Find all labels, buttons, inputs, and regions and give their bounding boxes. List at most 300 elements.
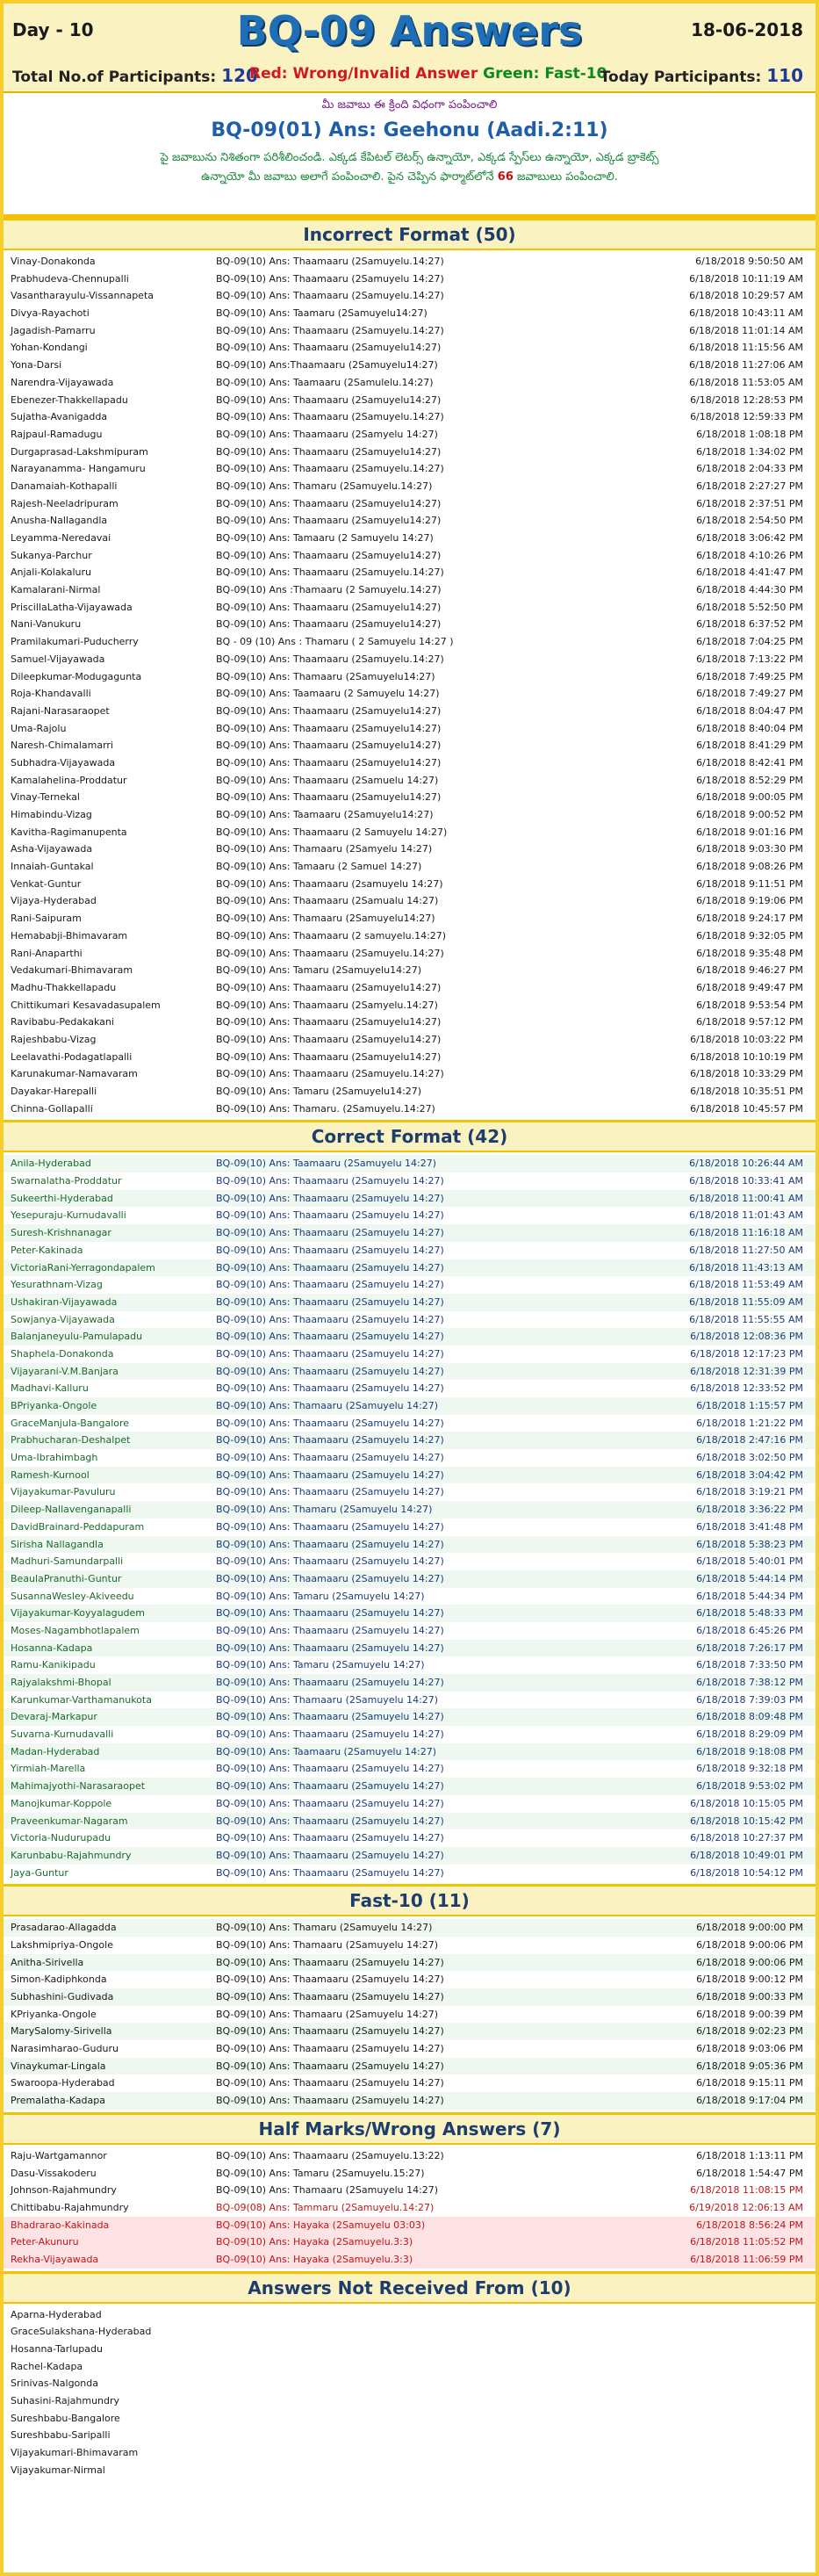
timestamp: 6/18/2018 9:53:54 PM bbox=[696, 999, 803, 1011]
timestamp: 6/18/2018 4:41:47 PM bbox=[696, 566, 803, 579]
participant-name: Vijayakumar-Koyyalagudem bbox=[11, 1607, 146, 1620]
participant-name: Dileep-Nallavenganapalli bbox=[11, 1504, 132, 1516]
timestamp: 6/18/2018 1:21:22 PM bbox=[696, 1417, 803, 1429]
participant-name: Shaphela-Donakonda bbox=[11, 1347, 114, 1360]
answer-text: BQ-09(10) Ans: Thaamaaru (2Samuyelu 14:27) bbox=[216, 1279, 444, 1291]
answer-text: BQ-09(10) Ans: Thamaru (2Samuyelu 14:27) bbox=[216, 1922, 433, 1934]
section-fast10-heading: Fast-10 (11) bbox=[4, 1884, 815, 1916]
participant-name: Naresh-Chimalamarri bbox=[11, 740, 114, 752]
participant-name: Divya-Rayachoti bbox=[11, 307, 90, 320]
answer-text: BQ-09(10) Ans: Thamaru (2Samuyelu.14:27) bbox=[216, 480, 433, 492]
table-row bbox=[4, 1971, 815, 1988]
total-participants-label: Total No.of Participants: bbox=[12, 69, 217, 86]
answer-text: BQ-09(10) Ans: Thaamaaru (2Samuyelu.14:27) bbox=[216, 324, 444, 336]
table-row bbox=[4, 1173, 815, 1190]
participant-name: Sureshbabu-Bangalore bbox=[11, 2412, 120, 2424]
list-item bbox=[4, 2358, 815, 2376]
total-participants-count: 120 bbox=[221, 65, 258, 86]
answer-text: BQ-09(10) Ans: Thaamaaru (2Samuyelu.14:27) bbox=[216, 1068, 444, 1080]
table-row bbox=[4, 581, 815, 599]
participant-name: Vijayakumar-Nirmal bbox=[11, 2464, 105, 2476]
participant-name: Himabindu-Vizag bbox=[11, 809, 92, 820]
answer-text: BQ-09(10) Ans: Thaamaaru (2 samuyelu.14:27) bbox=[216, 929, 447, 942]
table-row bbox=[4, 1449, 815, 1467]
table-row bbox=[4, 2092, 815, 2110]
participant-name: KPriyanka-Ongole bbox=[11, 2008, 97, 2020]
table-row bbox=[4, 1483, 815, 1501]
participant-name: Madan-Hyderabad bbox=[11, 1745, 100, 1757]
answer-text: BQ-09(10) Ans: Thaamaaru (2Samuyelu 14:27) bbox=[216, 1382, 444, 1395]
table-row bbox=[4, 806, 815, 824]
participant-name: Victoria-Nudurupadu bbox=[11, 1832, 111, 1844]
table-row bbox=[4, 1380, 815, 1397]
answer-text: BQ-09(08) Ans: Tammaru (2Samuyelu.14:27) bbox=[216, 2201, 435, 2213]
participant-name: Anila-Hyderabad bbox=[11, 1158, 91, 1170]
timestamp: 6/18/2018 7:33:50 PM bbox=[696, 1659, 803, 1671]
participant-name: Yirmiah-Marella bbox=[11, 1763, 86, 1775]
table-row bbox=[4, 616, 815, 633]
participant-name: MarySalomy-Sirivella bbox=[11, 2025, 112, 2038]
participant-name: Hemababji-Bhimavaram bbox=[11, 929, 128, 942]
answer-text: BQ-09(10) Ans: Thaamaaru (2Samuyelu14:27) bbox=[216, 342, 442, 354]
page-frame bbox=[4, 4, 815, 2572]
timestamp: 6/18/2018 9:19:06 PM bbox=[696, 895, 803, 907]
participant-name: Narendra-Vijayawada bbox=[11, 376, 114, 388]
table-row bbox=[4, 547, 815, 565]
table-row bbox=[4, 1829, 815, 1847]
table-row bbox=[4, 1605, 815, 1622]
table-row bbox=[4, 1346, 815, 1363]
table-row bbox=[4, 530, 815, 547]
timestamp: 6/18/2018 7:38:12 PM bbox=[696, 1677, 803, 1688]
answer-text: BQ-09(10) Ans: Thamaaru (2Samuyelu 14:27) bbox=[216, 1400, 439, 1411]
table-row bbox=[4, 1467, 815, 1484]
participant-name: Sureshbabu-Saripalli bbox=[11, 2429, 111, 2442]
answer-text: BQ-09(10) Ans: Thaamaaru (2Samuyelu 14:27) bbox=[216, 1538, 444, 1550]
table-row bbox=[4, 1083, 815, 1100]
timestamp: 6/18/2018 9:00:05 PM bbox=[696, 791, 803, 804]
answer-text: BQ-09(10) Ans: Thaamaaru (2Samuyelu 14:27) bbox=[216, 1956, 444, 1968]
table-row bbox=[4, 1259, 815, 1277]
answer-text: BQ-09(10) Ans: Thaamaaru (2Samuyelu14:27) bbox=[216, 981, 442, 993]
timestamp: 6/18/2018 10:10:19 PM bbox=[690, 1050, 803, 1063]
timestamp: 6/18/2018 9:17:04 PM bbox=[696, 2095, 803, 2107]
table-row bbox=[4, 789, 815, 806]
participant-name: Sirisha Nallagandla bbox=[11, 1538, 104, 1550]
table-row bbox=[4, 1294, 815, 1311]
participant-name: GraceSulakshana-Hyderabad bbox=[11, 2326, 152, 2338]
participant-name: Kamalahelina-Proddatur bbox=[11, 774, 127, 786]
table-row bbox=[4, 444, 815, 461]
answer-text: BQ-09(10) Ans: Thaamaaru (2Samuyelu 14:27) bbox=[216, 1313, 444, 1325]
participant-name: Rajani-Narasaraopet bbox=[11, 704, 110, 717]
participant-name: Johnson-Rajahmundry bbox=[11, 2184, 117, 2197]
answer-text: BQ-09(10) Ans:Thaamaaru (2Samuyelu14:27) bbox=[216, 359, 438, 372]
table-row bbox=[4, 1190, 815, 1208]
answer-text: BQ-09(10) Ans: Thaamaaru (2Samuyelu 14:27) bbox=[216, 272, 444, 285]
table-row bbox=[4, 720, 815, 738]
timestamp: 6/18/2018 10:26:44 AM bbox=[689, 1158, 803, 1170]
table-row bbox=[4, 858, 815, 876]
timestamp: 6/18/2018 7:49:27 PM bbox=[696, 688, 803, 700]
answer-text: BQ-09(10) Ans: Thaamaaru (2Samuyelu 14:27) bbox=[216, 1434, 444, 1447]
participant-name: Rajpaul-Ramadugu bbox=[11, 428, 103, 440]
participant-name: Danamaiah-Kothapalli bbox=[11, 480, 118, 492]
timestamp: 6/18/2018 9:00:39 PM bbox=[696, 2008, 803, 2020]
timestamp: 6/18/2018 9:03:30 PM bbox=[696, 843, 803, 855]
answer-format: BQ-09(01) Ans: Geehonu (Aadi.2:11) bbox=[211, 119, 608, 141]
participant-name: Prabhucharan-Deshalpet bbox=[11, 1434, 131, 1447]
participant-name: GraceManjula-Bangalore bbox=[11, 1417, 130, 1429]
answer-text: BQ-09(10) Ans: Tamaru (2Samuyelu.15:27) bbox=[216, 2167, 425, 2179]
table-row bbox=[4, 2199, 815, 2217]
table-row bbox=[4, 357, 815, 374]
timestamp: 6/18/2018 5:44:14 PM bbox=[696, 1572, 803, 1584]
table-row bbox=[4, 703, 815, 720]
answer-text: BQ-09(10) Ans: Thaamaaru (2Samualu 14:27) bbox=[216, 895, 439, 907]
participant-name: Chinna-Gollapalli bbox=[11, 1102, 93, 1115]
table-row bbox=[4, 2217, 815, 2234]
list-item bbox=[4, 2323, 815, 2341]
table-row bbox=[4, 1692, 815, 1709]
timestamp: 6/18/2018 9:11:51 PM bbox=[696, 877, 803, 890]
timestamp: 6/18/2018 11:43:13 AM bbox=[689, 1261, 803, 1274]
timestamp: 6/18/2018 9:24:17 PM bbox=[696, 913, 803, 925]
participant-name: Dayakar-Harepalli bbox=[11, 1086, 97, 1097]
participant-name: SusannaWesley-Akiveedu bbox=[11, 1590, 134, 1602]
answer-text: BQ-09(10) Ans: Thaamaaru (2Samuyelu 14:27) bbox=[216, 1763, 444, 1775]
answer-text: BQ-09(10) Ans: Thaamaaru (2Samyelu 14:27) bbox=[216, 428, 438, 440]
timestamp: 6/18/2018 10:15:42 PM bbox=[690, 1815, 803, 1827]
answer-text: BQ-09(10) Ans: Thaamaaru (2Samuyelu 14:27) bbox=[216, 1624, 444, 1636]
timestamp: 6/18/2018 8:04:47 PM bbox=[696, 704, 803, 717]
participant-name: Swaroopa-Hyderabad bbox=[11, 2077, 115, 2089]
table-row bbox=[4, 1553, 815, 1570]
timestamp: 6/18/2018 8:56:24 PM bbox=[696, 2219, 803, 2231]
day-label: Day - 10 bbox=[12, 19, 94, 40]
answer-text: BQ-09(10) Ans: Thaamaaru (2Samuyelu 14:27) bbox=[216, 1227, 444, 1239]
participant-name: Yona-Darsi bbox=[11, 359, 62, 372]
participant-name: Madhavi-Kalluru bbox=[11, 1382, 89, 1395]
timestamp: 6/18/2018 3:19:21 PM bbox=[696, 1486, 803, 1498]
table-row bbox=[4, 1328, 815, 1346]
timestamp: 6/18/2018 2:47:16 PM bbox=[696, 1434, 803, 1447]
timestamp: 6/18/2018 1:54:47 PM bbox=[696, 2167, 803, 2179]
table-row bbox=[4, 1726, 815, 1743]
timestamp: 6/18/2018 9:46:27 PM bbox=[696, 964, 803, 977]
timestamp: 6/18/2018 11:15:56 AM bbox=[689, 342, 803, 354]
participant-name: Uma-Rajolu bbox=[11, 722, 67, 734]
timestamp: 6/18/2018 8:09:48 PM bbox=[696, 1711, 803, 1723]
table-row bbox=[4, 1795, 815, 1813]
answer-text: BQ-09(10) Ans: Thaamaaru (2Samuyelu14:27) bbox=[216, 1033, 442, 1045]
answer-text: BQ-09(10) Ans: Thaamaaru (2Samuyelu14:27) bbox=[216, 791, 442, 804]
instruction-line-2b: జవాబులు పంపించాలి. bbox=[517, 170, 618, 184]
participant-name: Mahimajyothi-Narasaraopet bbox=[11, 1780, 146, 1793]
timestamp: 6/18/2018 11:08:15 PM bbox=[690, 2184, 803, 2197]
section-incorrect-heading: Incorrect Format (50) bbox=[4, 218, 815, 250]
timestamp: 6/18/2018 3:02:50 PM bbox=[696, 1452, 803, 1464]
participant-name: Yohan-Kondangi bbox=[11, 342, 88, 354]
timestamp: 6/18/2018 8:29:09 PM bbox=[696, 1728, 803, 1741]
table-row bbox=[4, 1432, 815, 1449]
table-row bbox=[4, 668, 815, 686]
timestamp: 6/18/2018 9:32:05 PM bbox=[696, 929, 803, 942]
table-row bbox=[4, 1743, 815, 1761]
participant-name: Uma-Ibrahimbagh bbox=[11, 1452, 98, 1464]
participant-name: Lakshmipriya-Ongole bbox=[11, 1938, 113, 1951]
answer-text: BQ-09(10) Ans: Thaamaaru (2Samuyelu 14:27) bbox=[216, 1365, 444, 1377]
timestamp: 6/18/2018 9:05:36 PM bbox=[696, 2060, 803, 2072]
table-row bbox=[4, 2165, 815, 2183]
not-received-list bbox=[4, 2304, 815, 2482]
answer-text: BQ-09(10) Ans: Thaamaaru (2Samuyelu 14:27) bbox=[216, 2095, 444, 2107]
answer-text: BQ-09(10) Ans: Thamaaru (2Samuyelu14:27) bbox=[216, 670, 435, 682]
participant-name: Hosanna-Kadapa bbox=[11, 1642, 93, 1654]
question-box bbox=[4, 93, 815, 218]
table-row bbox=[4, 945, 815, 963]
participant-name: Peter-Akunuru bbox=[11, 2236, 79, 2248]
answer-text: BQ-09(10) Ans: Thaamaaru (2Samuyelu 14:27) bbox=[216, 1331, 444, 1343]
answer-text: BQ-09(10) Ans: Thaamaaru (2Samuyelu.14:27) bbox=[216, 290, 444, 302]
answer-text: BQ-09(10) Ans: Thaamaaru (2Samuyelu 14:27) bbox=[216, 1486, 444, 1498]
answer-text: BQ-09(10) Ans: Taamaaru (2Samulelu.14:27) bbox=[216, 376, 434, 388]
answer-format-intro: మీ జవాబు ఈ క్రింది విధంగా పంపించాలి bbox=[321, 98, 498, 112]
participant-name: Anitha-Sirivella bbox=[11, 1956, 84, 1968]
answer-text: BQ-09(10) Ans: Taamaaru (2 Samuyelu 14:27) bbox=[216, 688, 440, 700]
timestamp: 6/18/2018 9:18:08 PM bbox=[696, 1745, 803, 1757]
table-row bbox=[4, 633, 815, 651]
table-row bbox=[4, 1242, 815, 1259]
participant-name: BPriyanka-Ongole bbox=[11, 1400, 97, 1411]
timestamp: 6/18/2018 5:52:50 PM bbox=[696, 601, 803, 613]
table-row bbox=[4, 2182, 815, 2199]
timestamp: 6/18/2018 12:17:23 PM bbox=[690, 1347, 803, 1360]
table-row bbox=[4, 1155, 815, 1173]
legend-red: Red: Wrong/Invalid Answer bbox=[249, 65, 478, 83]
table-row bbox=[4, 1276, 815, 1294]
table-row bbox=[4, 339, 815, 357]
table-row bbox=[4, 287, 815, 305]
timestamp: 6/18/2018 11:16:18 AM bbox=[689, 1227, 803, 1239]
participant-name: Nani-Vanukuru bbox=[11, 618, 82, 631]
table-row bbox=[4, 841, 815, 858]
page-header bbox=[4, 4, 815, 93]
timestamp: 6/18/2018 11:27:06 AM bbox=[689, 359, 803, 372]
table-row bbox=[4, 910, 815, 927]
answer-text: BQ-09(10) Ans: Taamaru (2Samuyelu14:27) bbox=[216, 307, 427, 320]
answer-text: BQ-09(10) Ans: Thaamaaru (2Samuyelu 14:27) bbox=[216, 1209, 444, 1222]
participant-name: Samuel-Vijayawada bbox=[11, 653, 105, 665]
answer-text: BQ-09(10) Ans: Thaamaaru (2Samuyelu 14:27) bbox=[216, 1797, 444, 1809]
timestamp: 6/18/2018 7:13:22 PM bbox=[696, 653, 803, 665]
timestamp: 6/18/2018 8:52:29 PM bbox=[696, 774, 803, 786]
timestamp: 6/18/2018 9:00:33 PM bbox=[696, 1991, 803, 2002]
participant-name: Vijayakumari-Bhimavaram bbox=[11, 2447, 139, 2459]
table-row bbox=[4, 1708, 815, 1726]
timestamp: 6/18/2018 11:53:49 AM bbox=[689, 1279, 803, 1291]
answer-text: BQ-09(10) Ans: Thaamaaru (2Samuyelu14:27) bbox=[216, 393, 442, 406]
participant-name: Hosanna-Tarlupadu bbox=[11, 2343, 103, 2355]
timestamp: 6/18/2018 9:03:06 PM bbox=[696, 2043, 803, 2055]
participant-name: Chittibabu-Rajahmundry bbox=[11, 2201, 129, 2213]
participant-name: Raju-Wartgamannor bbox=[11, 2149, 107, 2161]
participant-name: Ushakiran-Vijayawada bbox=[11, 1295, 118, 1308]
participant-name: Ebenezer-Thakkellapadu bbox=[11, 393, 128, 406]
participant-name: Chittikumari Kesavadasupalem bbox=[11, 999, 161, 1011]
table-row bbox=[4, 1519, 815, 1536]
today-participants-label: Today Participants: bbox=[600, 69, 762, 86]
table-row bbox=[4, 1311, 815, 1329]
timestamp: 6/18/2018 11:05:52 PM bbox=[690, 2236, 803, 2248]
participant-name: Innaiah-Guntakal bbox=[11, 861, 94, 873]
table-row bbox=[4, 1656, 815, 1674]
participant-name: Leyamma-Neredavai bbox=[11, 532, 111, 544]
participant-name: Suvarna-Kurnudavalli bbox=[11, 1728, 114, 1741]
participant-name: Vedakumari-Bhimavaram bbox=[11, 964, 133, 977]
timestamp: 6/18/2018 12:31:39 PM bbox=[690, 1365, 803, 1377]
participant-name: Srinivas-Nalgonda bbox=[11, 2378, 98, 2390]
answer-text: BQ-09(10) Ans: Thaamaaru (2Samuyelu 14:27) bbox=[216, 1642, 444, 1654]
answer-text: BQ-09(10) Ans: Thaamaaru (2Samuyelu14:27) bbox=[216, 756, 442, 768]
table-row bbox=[4, 2233, 815, 2251]
timestamp: 6/18/2018 9:15:11 PM bbox=[696, 2077, 803, 2089]
timestamp: 6/18/2018 11:06:59 PM bbox=[690, 2253, 803, 2265]
participant-name: Moses-Nagambhotlapalem bbox=[11, 1624, 140, 1636]
answer-text: BQ-09(10) Ans: Thaamaaru (2Samuyelu14:27) bbox=[216, 1050, 442, 1063]
timestamp: 6/18/2018 10:03:22 PM bbox=[690, 1033, 803, 1045]
timestamp: 6/18/2018 12:08:36 PM bbox=[690, 1331, 803, 1343]
participant-name: Roja-Khandavalli bbox=[11, 688, 91, 700]
today-participants-count: 110 bbox=[766, 65, 803, 86]
answer-text: BQ-09(10) Ans: Thamaaru (2Samuyelu 14:27) bbox=[216, 1693, 439, 1706]
participant-name: Rekha-Vijayawada bbox=[11, 2253, 99, 2265]
participant-name: Madhuri-Samundarpalli bbox=[11, 1555, 124, 1568]
table-row bbox=[4, 1014, 815, 1031]
timestamp: 6/19/2018 12:06:13 AM bbox=[689, 2201, 803, 2213]
timestamp: 6/18/2018 11:53:05 AM bbox=[689, 376, 803, 388]
answer-text: BQ-09(10) Ans: Thaamaaru (2Samuyelu.13:22) bbox=[216, 2149, 444, 2161]
answer-text: BQ-09(10) Ans: Tamaru (2Samuyelu14:27) bbox=[216, 964, 422, 977]
table-row bbox=[4, 512, 815, 530]
participant-name: Suhasini-Rajahmundry bbox=[11, 2395, 120, 2407]
answer-text: BQ-09(10) Ans: Thamaaru (2Samuyelu 14:27) bbox=[216, 2008, 439, 2020]
answer-text: BQ-09(10) Ans: Thaamaaru (2Samuyelu 14:27) bbox=[216, 2060, 444, 2072]
correct-list bbox=[4, 1152, 815, 1884]
answer-text: BQ-09(10) Ans: Thaamaaru (2Samyelu.14:27) bbox=[216, 999, 438, 1011]
participant-name: Manojkumar-Koppole bbox=[11, 1797, 112, 1809]
participant-name: Rajesh-Neeladripuram bbox=[11, 497, 119, 509]
table-row bbox=[4, 772, 815, 790]
answer-text: BQ-09(10) Ans: Thaamaaru (2Samuyelu 14:27) bbox=[216, 1832, 444, 1844]
section-half-heading: Half Marks/Wrong Answers (7) bbox=[4, 2112, 815, 2145]
table-row bbox=[4, 1570, 815, 1588]
timestamp: 6/18/2018 9:00:52 PM bbox=[696, 809, 803, 820]
answer-text: BQ-09(10) Ans: Thaamaaru (2Samuyelu 14:27) bbox=[216, 1815, 444, 1827]
timestamp: 6/18/2018 12:28:53 PM bbox=[690, 393, 803, 406]
answer-text: BQ-09(10) Ans: Thaamaaru (2Samuyelu 14:27) bbox=[216, 1417, 444, 1429]
participant-name: Narasimharao-Guduru bbox=[11, 2043, 119, 2055]
timestamp: 6/18/2018 9:49:47 PM bbox=[696, 981, 803, 993]
participant-name: VictoriaRani-Yerragondapalem bbox=[11, 1261, 155, 1274]
timestamp: 6/18/2018 9:32:18 PM bbox=[696, 1763, 803, 1775]
timestamp: 6/18/2018 1:13:11 PM bbox=[696, 2149, 803, 2161]
table-row bbox=[4, 1501, 815, 1519]
list-item bbox=[4, 2341, 815, 2358]
answer-text: BQ-09(10) Ans: Thaamaaru (2Samuyelu.14:27) bbox=[216, 256, 444, 267]
answer-text: BQ-09(10) Ans: Thaamaaru (2Samuyelu14:27) bbox=[216, 515, 442, 527]
timestamp: 6/18/2018 3:41:48 PM bbox=[696, 1520, 803, 1533]
instruction-line-1: పై జవాబును నిశితంగా పరిశీలించండి. ఎక్కడ కేపిటల్ లెటర్స్ ఉన్నాయో, ఎక్కడ స్పేస్‌లు ఉన్నాయో, ఎక్కడ బ్రాకెట్స్ bbox=[160, 151, 659, 164]
timestamp: 6/18/2018 7:26:17 PM bbox=[696, 1642, 803, 1654]
list-item bbox=[4, 2444, 815, 2462]
participant-name: Venkat-Guntur bbox=[11, 877, 82, 890]
participant-name: Dasu-Vissakoderu bbox=[11, 2167, 97, 2179]
participant-name: Pramilakumari-Puducherry bbox=[11, 636, 139, 648]
table-row bbox=[4, 685, 815, 703]
table-row bbox=[4, 1049, 815, 1066]
answer-text: BQ-09(10) Ans: Thaamaaru (2Samuyelu14:27) bbox=[216, 704, 442, 717]
answer-text: BQ-09(10) Ans: Thamaaru (2Samuyelu 14:27) bbox=[216, 2184, 439, 2197]
answer-text: BQ-09(10) Ans: Thaamaaru (2Samuyelu.14:27) bbox=[216, 947, 444, 959]
timestamp: 6/18/2018 8:41:29 PM bbox=[696, 740, 803, 752]
answer-text: BQ - 09 (10) Ans : Thamaru ( 2 Samuyelu 14:27 ) bbox=[216, 636, 454, 648]
table-row bbox=[4, 1919, 815, 1937]
timestamp: 6/18/2018 1:08:18 PM bbox=[696, 428, 803, 440]
list-item bbox=[4, 2392, 815, 2410]
participant-name: Rajyalakshmi-Bhopal bbox=[11, 1677, 111, 1688]
participant-name: Aparna-Hyderabad bbox=[11, 2308, 102, 2320]
table-row bbox=[4, 754, 815, 772]
timestamp: 6/18/2018 10:15:05 PM bbox=[690, 1797, 803, 1809]
answer-text: BQ-09(10) Ans: Thaamaaru (2Samuyelu 14:27) bbox=[216, 1849, 444, 1861]
answer-text: BQ-09(10) Ans: Thamaaru (2Samyelu 14:27) bbox=[216, 843, 433, 855]
answer-text: BQ-09(10) Ans: Thaamaaru (2Samuyelu 14:27) bbox=[216, 1244, 444, 1256]
list-item bbox=[4, 2375, 815, 2392]
table-row bbox=[4, 322, 815, 340]
answer-text: BQ-09(10) Ans: Thaamaaru (2Samuyelu 14:27) bbox=[216, 1728, 444, 1741]
table-row bbox=[4, 1415, 815, 1432]
participant-name: Ramesh-Kurnool bbox=[11, 1468, 90, 1481]
answer-text: BQ-09(10) Ans: Thaamaaru (2Samuyelu 14:27) bbox=[216, 1520, 444, 1533]
participant-name: Prasadarao-Allagadda bbox=[11, 1922, 117, 1934]
answer-text: BQ-09(10) Ans: Tamaaru (2 Samuel 14:27) bbox=[216, 861, 422, 873]
fast10-list bbox=[4, 1916, 815, 2112]
today-participants bbox=[600, 65, 803, 86]
timestamp: 6/18/2018 10:27:37 PM bbox=[690, 1832, 803, 1844]
table-row bbox=[4, 599, 815, 617]
participant-name: Karunakumar-Namavaram bbox=[11, 1068, 138, 1080]
table-row bbox=[4, 1536, 815, 1554]
answer-text: BQ-09(10) Ans: Thaamaaru (2Samuyelu.14:27) bbox=[216, 566, 444, 579]
table-row bbox=[4, 305, 815, 322]
answer-text: BQ-09(10) Ans :Thamaaru (2 Samuyelu.14:27) bbox=[216, 584, 442, 596]
answer-text: BQ-09(10) Ans: Thaamaaru (2Samuyelu 14:27) bbox=[216, 1780, 444, 1793]
answer-text: BQ-09(10) Ans: Hayaka (2Samuyelu 03:03) bbox=[216, 2219, 426, 2231]
timestamp: 6/18/2018 4:44:30 PM bbox=[696, 584, 803, 596]
participant-name: Simon-Kadiphkonda bbox=[11, 1973, 107, 1986]
participant-name: Dileepkumar-Modugagunta bbox=[11, 670, 142, 682]
table-row bbox=[4, 1224, 815, 1242]
answer-text: BQ-09(10) Ans: Thaamaaru (2Samuyelu.14:27) bbox=[216, 653, 444, 665]
participant-name: Rani-Anaparthi bbox=[11, 947, 83, 959]
timestamp: 6/18/2018 9:02:23 PM bbox=[696, 2025, 803, 2038]
timestamp: 6/18/2018 10:29:57 AM bbox=[689, 290, 803, 302]
participant-name: Vijayakumar-Pavuluru bbox=[11, 1486, 116, 1498]
participant-name: DavidBrainard-Peddapuram bbox=[11, 1520, 145, 1533]
timestamp: 6/18/2018 10:35:51 PM bbox=[690, 1086, 803, 1097]
participant-name: Sowjanya-Vijayawada bbox=[11, 1313, 115, 1325]
